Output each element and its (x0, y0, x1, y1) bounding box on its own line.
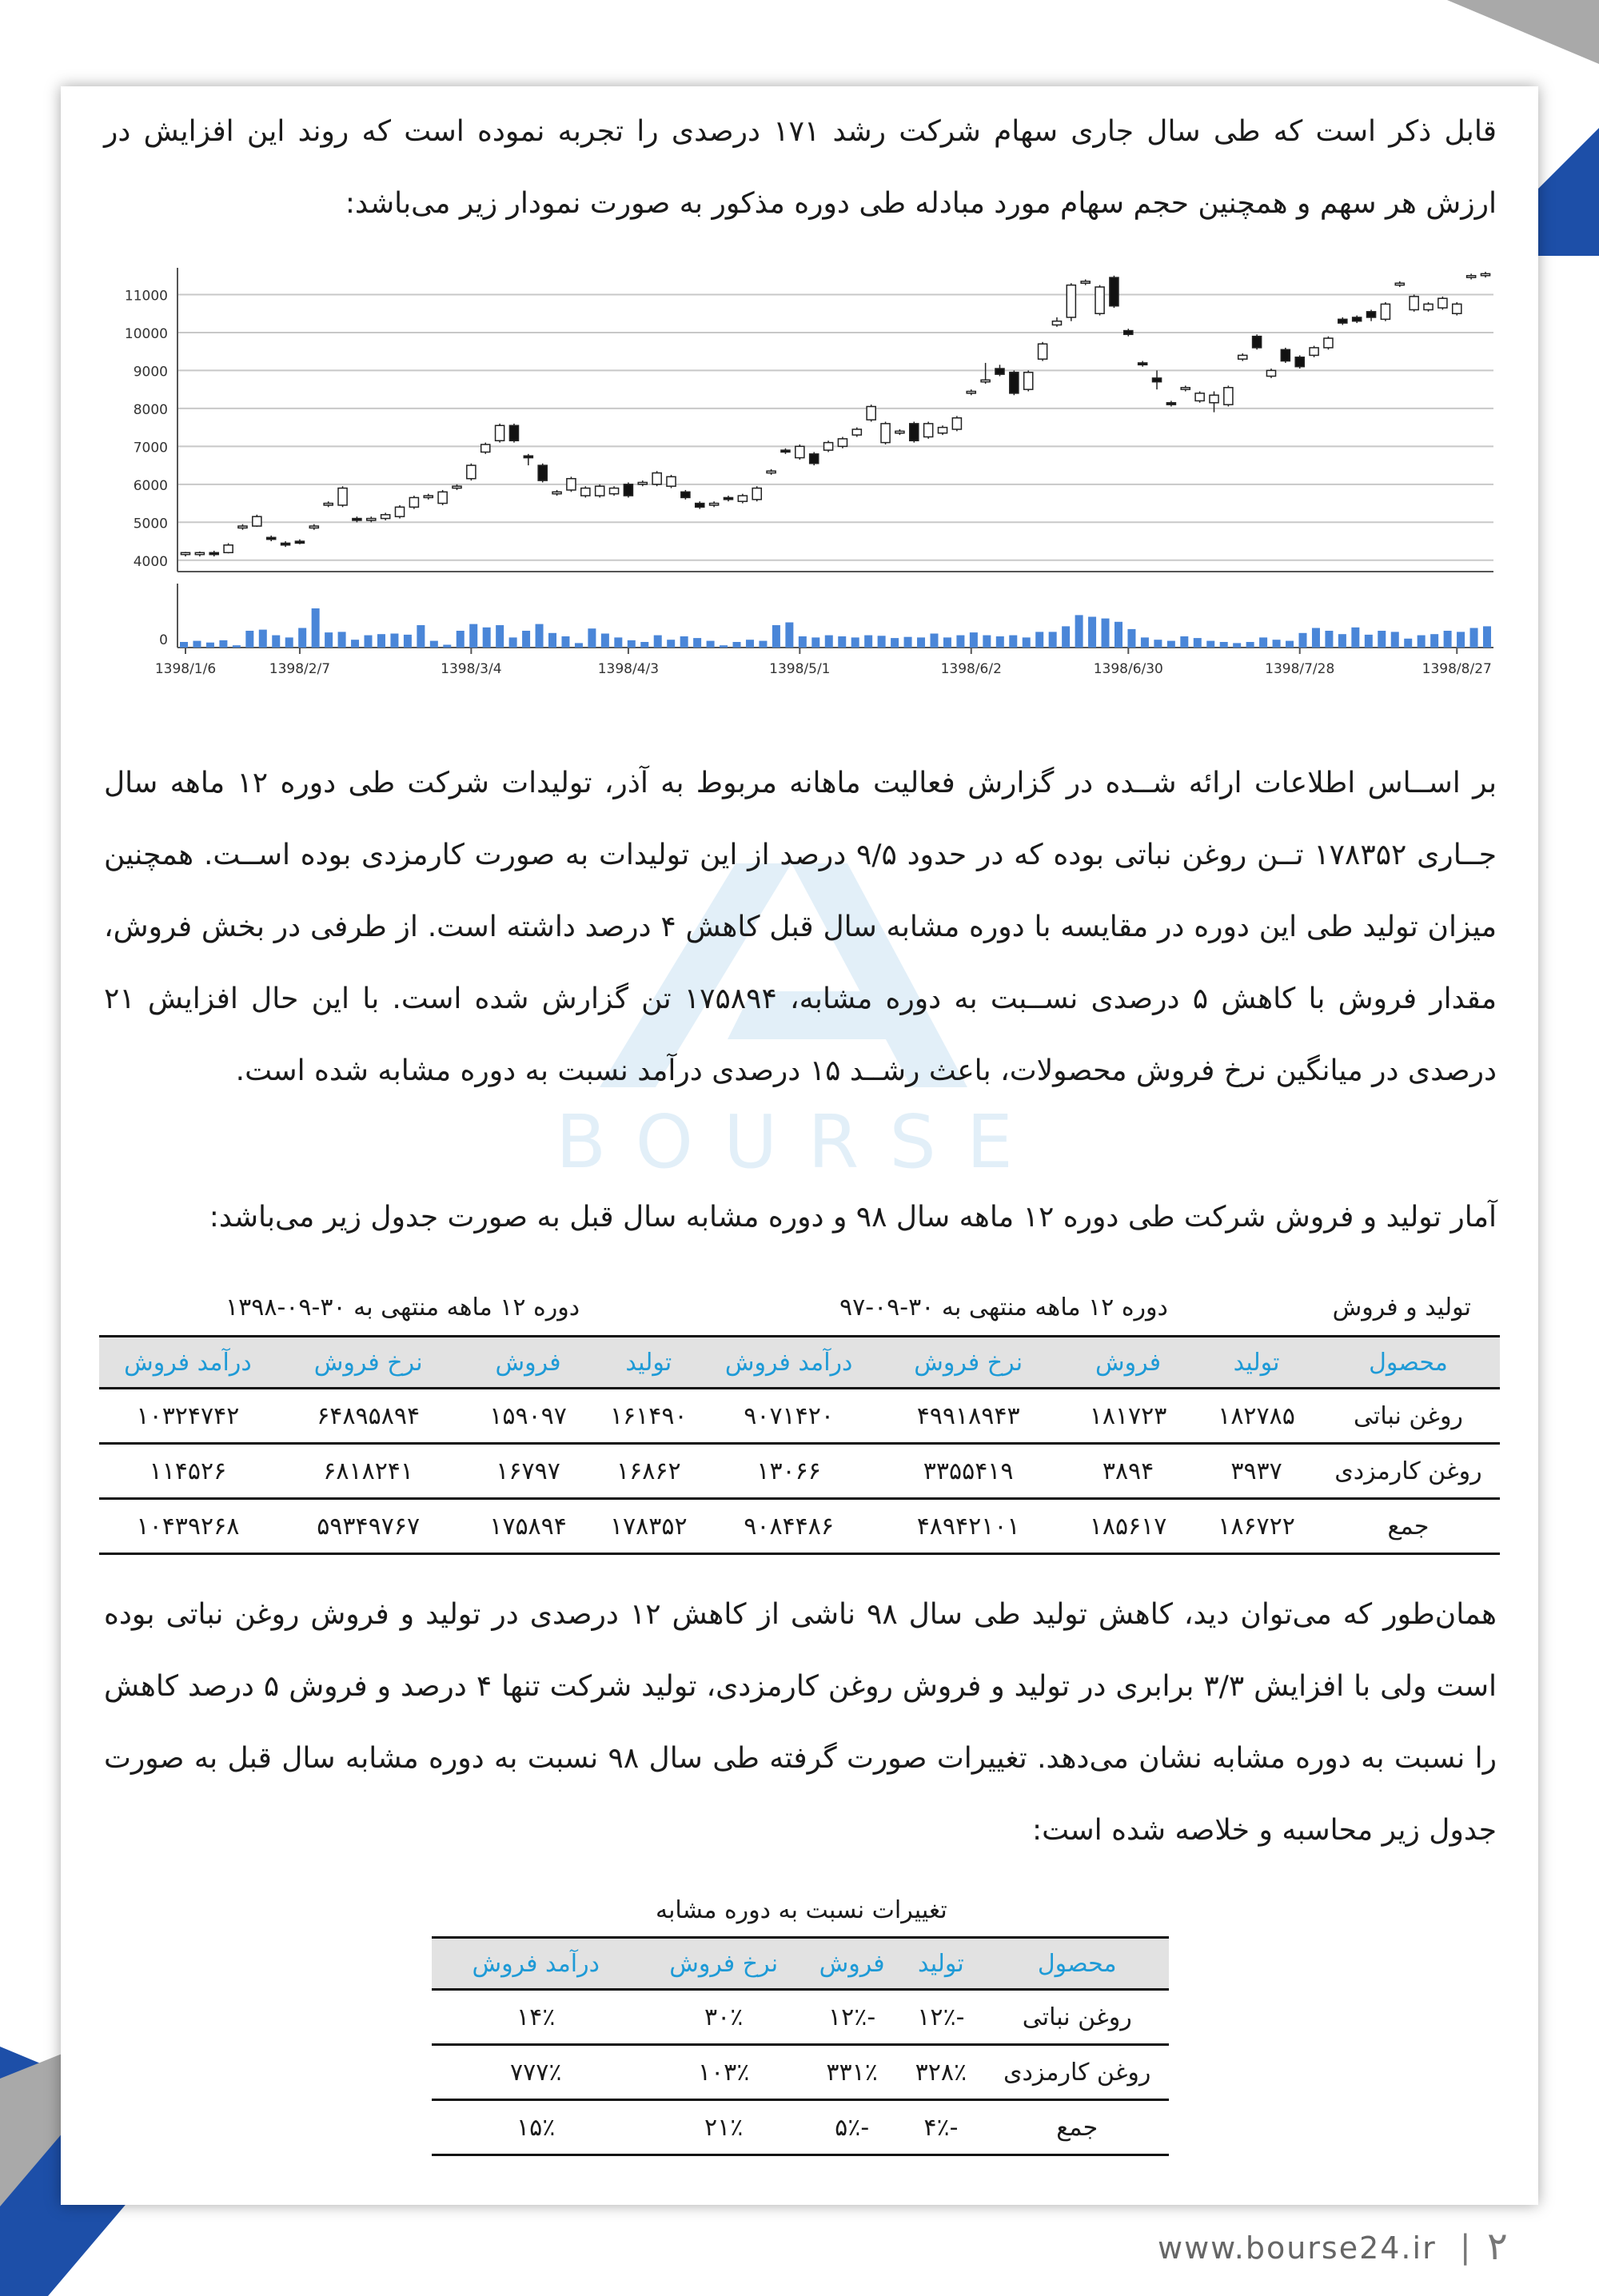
table2-header: درآمد فروش (432, 1938, 640, 1990)
volume-bar (930, 634, 938, 648)
volume-bar (536, 624, 544, 648)
candle-body (238, 526, 247, 528)
x-tick-label: 1398/2/7 (269, 661, 331, 677)
candle-body (1081, 281, 1090, 283)
volume-bar (799, 636, 807, 648)
volume-bar (785, 623, 793, 648)
x-tick-label: 1398/8/27 (1422, 661, 1492, 677)
volume-bar (272, 636, 280, 648)
table1-header: فروش (1060, 1337, 1196, 1389)
candle-body (1467, 276, 1476, 277)
table2-header: نرخ فروش (640, 1938, 807, 1990)
table-row (99, 1499, 1500, 1554)
table-cell: ۱۸۶۷۲۲ (1196, 1499, 1317, 1554)
candle-body (738, 496, 747, 501)
candle-body (881, 424, 890, 443)
table-cell: ۳۳۵۵۴۱۹ (876, 1444, 1060, 1499)
table-cell: -۵٪ (807, 2100, 896, 2155)
candle-body (1295, 357, 1304, 367)
candle-body (381, 515, 390, 519)
candle-body (652, 473, 661, 484)
candle-body (1024, 373, 1033, 389)
table-intro-line: آمار تولید و فروش شرکت طی دوره ۱۲ ماهه سال ۹۸ و دوره مشابه سال قبل به صورت جدول زیر می‌باشد: (209, 1201, 1497, 1234)
table1-header-row (99, 1337, 1500, 1389)
stock-price-candlestick-chart (120, 264, 1503, 680)
footer-website-link[interactable]: www.bourse24.ir (1158, 2230, 1437, 2266)
y-tick-label: 9000 (133, 364, 168, 381)
candle-body (538, 465, 547, 480)
volume-bar (878, 636, 886, 648)
candle-body (1253, 337, 1262, 348)
volume-bar (1430, 634, 1438, 648)
table-cell: روغن نباتی (1317, 1389, 1500, 1444)
table-cell: ۱۷۸۳۵۲ (596, 1499, 701, 1554)
table-cell: ۴۹۹۱۸۹۴۳ (876, 1389, 1060, 1444)
y-tick-label: 7000 (133, 440, 168, 456)
candle-body (295, 541, 304, 543)
volume-bar (838, 636, 846, 648)
volume-bar (707, 641, 715, 648)
volume-bar (1180, 636, 1188, 648)
table1-period-curr: دوره ۱۲ ماهه منتهی به ۳۰-۰۹-۱۳۹۸ (225, 1293, 580, 1321)
volume-bar (1470, 628, 1478, 648)
candle-body (395, 507, 404, 516)
volume-bar (377, 634, 385, 648)
x-tick-label: 1398/4/3 (597, 661, 660, 677)
volume-bar (667, 640, 675, 648)
candle-body (524, 456, 532, 457)
volume-bar (1062, 626, 1070, 648)
volume-bar (206, 643, 214, 648)
volume-bar (390, 634, 398, 648)
candle-body (467, 465, 476, 479)
volume-bar (457, 631, 465, 648)
volume-bar (1298, 633, 1306, 648)
candle-body (624, 484, 632, 496)
volume-bar (1418, 636, 1426, 648)
candle-body (1381, 304, 1390, 319)
volume-bar (1194, 638, 1202, 648)
candle-body (253, 516, 261, 526)
volume-bar (312, 608, 320, 648)
table-row (432, 1990, 1169, 2045)
volume-bar (430, 641, 438, 648)
table2-header: تولید (896, 1938, 985, 1990)
table-cell: ۱۰۳۲۴۷۴۲ (99, 1389, 277, 1444)
volume-bar (1246, 642, 1254, 648)
table1-title: تولید و فروش (1332, 1293, 1471, 1321)
candle-body (1281, 349, 1290, 361)
volume-bar (1206, 641, 1214, 648)
volume-bar (1286, 641, 1294, 648)
volume-bar (956, 636, 964, 648)
candle-body (552, 492, 561, 493)
candle-body (1453, 304, 1461, 313)
volume-bar (1378, 631, 1386, 648)
volume-bar (1233, 643, 1241, 648)
volume-tick-label: 0 (159, 632, 168, 648)
volume-bar (1273, 640, 1281, 648)
candle-body (1166, 403, 1175, 405)
table-cell: ۳۲۸٪ (896, 2045, 985, 2100)
page-number: ۲ (1487, 2224, 1508, 2269)
table-row (99, 1444, 1500, 1499)
candle-body (367, 519, 376, 520)
volume-bar (614, 637, 622, 648)
table2-header: فروش (807, 1938, 896, 1990)
candle-body (781, 450, 790, 452)
table-cell: -۱۲٪ (807, 1990, 896, 2045)
production-sales-table (99, 1335, 1500, 1555)
table-cell: ۱۶۱۴۹۰ (596, 1389, 701, 1444)
candle-body (338, 488, 347, 505)
volume-bar (338, 632, 346, 648)
candle-body (1052, 321, 1061, 325)
table-row (432, 2045, 1169, 2100)
table-cell: ۱۸۱۷۲۳ (1060, 1389, 1196, 1444)
table-cell: -۱۲٪ (896, 1990, 985, 2045)
table-cell: ۱۰۴۳۹۲۶۸ (99, 1499, 277, 1554)
y-tick-label: 10000 (124, 325, 168, 342)
volume-bar (193, 641, 201, 648)
volume-bar (825, 636, 833, 648)
x-tick-label: 1398/1/6 (154, 661, 217, 677)
volume-bar (285, 637, 293, 648)
volume-bar (245, 631, 253, 648)
changes-table (432, 1936, 1169, 2156)
candle-body (324, 504, 333, 505)
volume-bar (233, 645, 241, 648)
table-cell: ۱۰۳٪ (640, 2045, 807, 2100)
table-cell: ۴۸۹۴۲۱۰۱ (876, 1499, 1060, 1554)
candle-body (267, 537, 276, 539)
candle-body (724, 497, 732, 499)
table-cell: -۴٪ (896, 2100, 985, 2155)
table-cell: ۵۹۳۴۹۷۶۷ (277, 1499, 461, 1554)
candle-body (1367, 312, 1376, 317)
candle-body (710, 504, 719, 505)
candle-body (1138, 363, 1147, 365)
volume-bar (180, 642, 188, 648)
candle-body (1210, 395, 1218, 402)
candle-body (409, 497, 418, 507)
table-cell: ۳۸۹۴ (1060, 1444, 1196, 1499)
candle-body (1438, 298, 1447, 308)
volume-bar (654, 636, 662, 648)
volume-bar (1102, 619, 1110, 648)
volume-bar (365, 636, 373, 648)
candle-body (438, 492, 447, 503)
candle-body (810, 454, 819, 464)
table1-header: تولید (596, 1337, 701, 1389)
candle-body (1424, 304, 1433, 309)
volume-bar (601, 634, 609, 648)
candle-body (1067, 285, 1075, 317)
table2-header: محصول (985, 1938, 1169, 1990)
table-cell: ۳۳۱٪ (807, 2045, 896, 2100)
volume-bar (1312, 628, 1320, 648)
volume-bar (1457, 632, 1465, 648)
volume-bar (746, 640, 754, 648)
candle-body (1238, 355, 1247, 359)
y-tick-label: 4000 (133, 553, 168, 570)
footer-separator: | (1460, 2229, 1471, 2266)
candle-body (1310, 348, 1318, 355)
candle-body (181, 552, 189, 554)
x-tick-label: 1398/5/1 (769, 661, 831, 677)
candle-body (424, 496, 433, 497)
table1-header: تولید (1196, 1337, 1317, 1389)
volume-bar (1035, 632, 1043, 648)
candle-body (838, 439, 847, 446)
volume-bar (522, 631, 530, 648)
table1-period-prev: دوره ۱۲ ماهه منتهی به ۳۰-۰۹-۹۷ (839, 1293, 1168, 1321)
volume-bar (1088, 617, 1096, 648)
candle-body (895, 431, 904, 432)
candle-body (1481, 273, 1489, 275)
volume-bar (1325, 631, 1333, 648)
candle-body (453, 486, 461, 488)
table-row (99, 1389, 1500, 1444)
volume-bar (298, 628, 306, 648)
candle-body (667, 476, 676, 486)
volume-bar (733, 642, 741, 648)
candle-body (581, 488, 590, 496)
volume-bar (1404, 639, 1412, 648)
volume-bar (1365, 635, 1373, 648)
candle-body (681, 492, 690, 497)
volume-bar (1259, 637, 1267, 648)
volume-bar (851, 637, 859, 648)
candle-body (496, 425, 504, 440)
candle-body (195, 552, 204, 554)
table-cell: ۶۸۱۸۲۴۱ (277, 1444, 461, 1499)
table2-header-row (432, 1938, 1169, 1990)
volume-bar (417, 625, 425, 648)
volume-bar (864, 636, 872, 648)
volume-bar (891, 638, 899, 648)
volume-bar (325, 632, 333, 648)
volume-bar (904, 637, 912, 648)
candle-body (1039, 344, 1047, 359)
x-tick-label: 1398/7/28 (1265, 661, 1335, 677)
table1-header: محصول (1317, 1337, 1500, 1389)
candle-body (509, 425, 518, 440)
candle-body (1095, 287, 1104, 313)
table-cell: ۶۴۸۹۵۸۹۴ (277, 1389, 461, 1444)
candle-body (567, 479, 576, 490)
y-tick-label: 11000 (124, 288, 168, 305)
y-tick-label: 5000 (133, 516, 168, 532)
table-cell: ۱۸۲۷۸۵ (1196, 1389, 1317, 1444)
candle-body (1181, 388, 1190, 389)
x-tick-label: 1398/6/2 (940, 661, 1002, 677)
volume-bar (693, 638, 701, 648)
table-cell: ۹۰۸۴۴۸۶ (701, 1499, 876, 1554)
volume-bar (443, 645, 451, 648)
volume-bar (1351, 628, 1359, 648)
candle-body (981, 380, 990, 381)
volume-bar (970, 632, 978, 648)
volume-bar (561, 636, 569, 648)
candle-body (1338, 319, 1347, 323)
x-tick-label: 1398/6/30 (1093, 661, 1163, 677)
table-cell: ۳۹۳۷ (1196, 1444, 1317, 1499)
candle-body (952, 418, 961, 429)
candle-body (610, 488, 619, 494)
volume-bar (548, 633, 556, 648)
volume-bar (1154, 640, 1162, 648)
table-cell: ۱۱۴۵۲۶ (99, 1444, 277, 1499)
table-cell: جمع (1317, 1499, 1500, 1554)
volume-bar (1127, 629, 1135, 648)
volume-bar (943, 637, 951, 648)
volume-bar (996, 636, 1004, 648)
watermark-text: BOURSE (556, 1099, 1043, 1183)
candle-body (481, 444, 490, 452)
volume-bar (759, 641, 767, 648)
candle-body (824, 443, 833, 450)
table-cell: روغن نباتی (985, 1990, 1169, 2045)
candle-body (696, 504, 704, 508)
volume-bar (1391, 632, 1399, 648)
volume-bar (720, 645, 728, 648)
table-cell: ۱۳۰۶۶ (701, 1444, 876, 1499)
volume-bar (680, 636, 688, 648)
candle-body (767, 471, 776, 472)
intro-paragraph: قابل ذکر است که طی سال جاری سهام شرکت رشد ۱۷۱ درصدی را تجربه نموده است که روند این افزایش در ارزش هر سهم و همچنین حجم سهام مورد مبادله طی دوره مذکور به صورت نمودار زیر می‌باشد: (104, 115, 1497, 220)
table1-header: نرخ فروش (876, 1337, 1060, 1389)
table-cell: ۲۱٪ (640, 2100, 807, 2155)
table-cell: جمع (985, 2100, 1169, 2155)
volume-bar (1141, 637, 1149, 648)
table-cell: ۱۵۹۰۹۷ (460, 1389, 596, 1444)
table-cell: ۹۰۷۱۴۲۰ (701, 1389, 876, 1444)
candle-body (867, 407, 875, 421)
volume-bar (588, 628, 596, 648)
production-paragraph: بر اســاس اطلاعات ارائه شــده در گزارش فعالیت ماهانه مربوط به آذر، تولیدات شرکت طی دوره ۱۲ ماهه سال جــاری ۱۷۸۳۵۲ تــن روغن نباتی بوده که در حدود ۹/۵ درصد از این تولیدات به صورت کارمزدی بوده اســت. همچنین میزان تولید طی این دوره در مقایسه با دوره مشابه سال قبل کاهش ۴ درصد داشته است. از طرفی در بخش فروش، مقدار فروش با کاهش ۵ درصدی نســبت به دوره مشابه، ۱۷۵۸۹۴ تن گزارش شده است. با این حال افزایش ۲۱ درصدی در میانگین نرخ فروش محصولات، باعث رشــد ۱۵ درصدی درآمد نسبت به دوره مشابه شده است. (104, 767, 1497, 1087)
candle-body (1395, 283, 1404, 285)
candle-body (1266, 370, 1275, 376)
table-row (432, 2100, 1169, 2155)
table-cell: روغن کارمزدی (985, 2045, 1169, 2100)
candle-body (1124, 331, 1133, 335)
table-cell: ۱۵٪ (432, 2100, 640, 2155)
volume-bar (1023, 637, 1031, 648)
candle-body (938, 428, 947, 433)
table-cell: روغن کارمزدی (1317, 1444, 1500, 1499)
volume-bar (1009, 636, 1017, 648)
volume-bar (509, 637, 517, 648)
candle-body (1224, 388, 1233, 405)
volume-bar (917, 637, 925, 648)
table-cell: ۷۷۷٪ (432, 2045, 640, 2100)
volume-bar (1444, 631, 1452, 648)
table1-header: درآمد فروش (99, 1337, 277, 1389)
table2-caption: تغییرات نسبت به دوره مشابه (656, 1896, 947, 1924)
x-tick-label: 1398/3/4 (441, 661, 502, 677)
volume-bar (496, 625, 504, 648)
candle-body (910, 424, 919, 440)
candle-body (1324, 338, 1333, 348)
analysis-paragraph: همان‌طور که می‌توان دید، کاهش تولید طی سال ۹۸ ناشی از کاهش ۱۲ درصدی در تولید و فروش روغن نباتی بوده است ولی با افزایش ۳/۳ برابری در تولید و فروش روغن کارمزدی، تولید شرکت تنها ۴ درصد و فروش ۵ درصد کاهش را نسبت به دوره مشابه نشان می‌دهد. تغییرات صورت گرفته طی سال ۹۸ نسبت به دوره مشابه سال قبل به صورت جدول زیر محاسبه و خلاصه شده است: (104, 1598, 1497, 1847)
candle-body (1110, 277, 1119, 306)
candle-body (638, 482, 647, 484)
candle-body (281, 543, 290, 544)
candle-body (1410, 297, 1418, 310)
volume-bar (1115, 622, 1122, 648)
candle-body (353, 519, 361, 520)
candle-body (1353, 317, 1362, 321)
volume-bar (772, 625, 780, 648)
volume-bar (259, 630, 267, 648)
table-cell: ۳۰٪ (640, 1990, 807, 2045)
candle-body (1195, 393, 1204, 401)
table1-header: درآمد فروش (701, 1337, 876, 1389)
volume-bar (1483, 626, 1491, 648)
volume-bar (640, 642, 648, 648)
table1-header: نرخ فروش (277, 1337, 461, 1389)
candle-body (796, 446, 804, 457)
volume-bar (1338, 634, 1346, 648)
table-cell: ۱۶۸۶۲ (596, 1444, 701, 1499)
volume-bar (483, 628, 491, 648)
table-cell: ۱۴٪ (432, 1990, 640, 2045)
volume-bar (575, 643, 583, 648)
table1-header: فروش (460, 1337, 596, 1389)
volume-bar (811, 637, 819, 648)
candle-body (924, 424, 933, 437)
volume-bar (628, 640, 636, 648)
candle-body (852, 429, 861, 435)
table-cell: ۱۶۷۹۷ (460, 1444, 596, 1499)
candle-body (224, 545, 233, 552)
table-cell: ۱۷۵۸۹۴ (460, 1499, 596, 1554)
candle-body (309, 526, 318, 528)
volume-bar (1075, 615, 1083, 648)
y-tick-label: 6000 (133, 477, 168, 494)
volume-bar (1167, 641, 1175, 648)
volume-bar (1049, 632, 1057, 648)
candle-body (1152, 378, 1161, 382)
volume-bar (404, 635, 412, 648)
candle-body (596, 486, 604, 496)
volume-bar (1220, 642, 1228, 648)
candle-body (209, 552, 218, 554)
candle-body (1010, 373, 1019, 393)
table-cell: ۱۸۵۶۱۷ (1060, 1499, 1196, 1554)
volume-bar (351, 640, 359, 648)
y-tick-label: 8000 (133, 401, 168, 418)
volume-bar (469, 624, 477, 648)
candle-body (995, 369, 1004, 374)
candle-body (967, 392, 975, 393)
volume-bar (219, 640, 227, 648)
volume-bar (983, 636, 991, 648)
candle-body (752, 488, 761, 500)
